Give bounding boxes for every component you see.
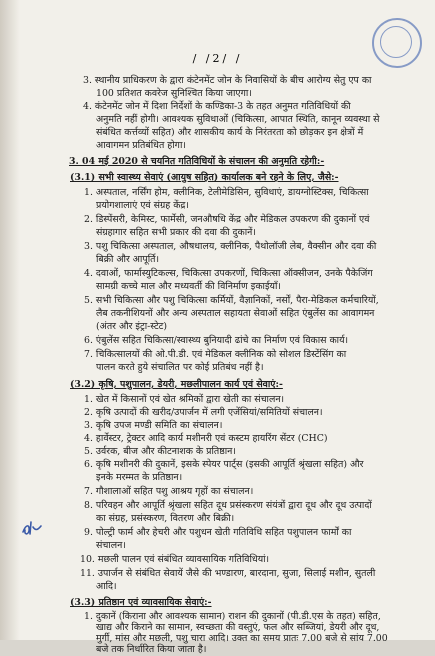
s31-item-2-line-2: संग्रहागार सहित सभी प्रकार की दवा की दुकानें।: [96, 227, 256, 238]
s32-item-5: 5. उर्वरक, बीज और कीटनाशक के प्रतिष्ठान।: [84, 446, 236, 457]
para-4-line-2: अनुमति नहीं होगी। आवश्यक सुविधाओं (चिकित्सा, आपात स्थिति, कानून व्यवस्था से: [96, 114, 380, 125]
s31-item-7-line-1: 7. चिकित्सालयों की ओ.पी.डी. एवं मेडिकल क्लीनिक को सोशल डिस्टेंसिंग का: [84, 349, 347, 360]
s32-item-6-line-2: इनके मरम्मत के प्रतिष्ठान।: [96, 472, 183, 483]
s32-item-11-line-2: आदि।: [96, 581, 117, 592]
s33-item-1-line-2: खाद्य और किराने का सामान, स्वच्छता की वस्तुएं, फल और सब्जियां, डेयरी और दूध,: [96, 622, 380, 633]
s31-item-6: 6. एंबुलेंस सहित चिकित्सा/स्वास्थ्य बुनियादी ढांचे का निर्माण एवं विकास कार्य।: [84, 335, 349, 346]
s33-item-1-line-4: बजे तक निर्धारित किया जाता है।: [96, 644, 207, 655]
section-3-heading: 3. 04 मई 2020 से चयनित गतिविधियों के संचालन की अनुमति रहेगी:-: [69, 156, 325, 167]
s31-item-4-line-1: 4. दवाओं, फार्मास्युटिकल्स, चिकित्सा उपकरणों, चिकित्सा ऑक्सीजन, उनके पैकेजिंग: [84, 268, 373, 279]
s32-item-3: 3. कृषि उपज मण्डी समिति का संचालन।: [84, 420, 223, 431]
s32-item-4: 4. हार्वेस्टर, ट्रेक्टर आदि कार्य मशीनरी एवं कस्टम हायरिंग सेंटर (CHC): [84, 433, 328, 444]
para-3-line-1: 3. स्थानीय प्राधिकरण के द्वारा कंटेनमेंट जोन के निवासियों के बीच आरोग्य सेतु एप का: [83, 75, 372, 86]
s32-item-9-line-1: 9. पोल्ट्री फार्म और हेचरी और पशुधन खेती गतिविधि सहित पशुपालन फार्मों का: [84, 527, 352, 538]
s31-item-5-line-2: लैब तकनीशियनों और अन्य अस्पताल सहायता सेवाओं सहित एंबुलेंस का आवागमन: [96, 308, 375, 319]
s32-item-11-line-1: 11. उपार्जन से संबंधित सेवायें जैसे की भण्डारण, बारदाना, सुजा, सिलाई मशीन, सुतली: [80, 568, 376, 579]
para-4-line-1: 4. कंटेनमेंट जोन में दिशा निर्देशों के कण्डिका-3 के तहत अनुमत गतिविधियों की: [83, 101, 351, 112]
para-3-line-2: 100 प्रतिशत कवरेज सुनिश्चित किया जाएगा।: [96, 88, 252, 99]
s32-item-8-line-1: 8. परिवहन और आपूर्ति श्रृंखला सहित दूध प्रसंस्करण संयंत्रों द्वारा दूध और दूध उत्पादों: [84, 500, 372, 511]
s32-item-1: 1. खेत में किसानों एवं खेत श्रमिकों द्वारा खेती का संचालन।: [84, 394, 285, 405]
s31-item-4-line-2: सामग्री कच्चे माल और मध्यवर्ती की विनिर्माण इकाईयाँ।: [96, 281, 281, 292]
s31-item-5-line-1: 5. सभी चिकित्सा और पशु चिकित्सा कर्मियों, वैज्ञानिकों, नर्सों, पैरा-मेडिकल कर्मचारियों,: [84, 295, 379, 306]
s31-item-1-line-2: प्रयोगशालाएं एवं संग्रह केंद्र।: [96, 200, 189, 211]
s31-item-1-line-1: 1. अस्पताल, नर्सिंग होम, क्लीनिक, टेलीमेडिसिन, सुविधाएं, डायग्नोस्टिक्स, चिकित्सा: [84, 187, 369, 198]
para-4-line-3: संबंधित कर्त्तव्यों सहित) और शासकीय कार्य के निरंतरता को छोड़कर इन क्षेत्रों में: [96, 127, 364, 138]
s33-item-1-line-3: मुर्गी, मांस और मछली, पशु चारा आदि। उक्त का समय प्रातः 7.00 बजे से सांय 7.00: [96, 633, 388, 644]
s32-item-10: 10. मछली पालन एवं संबंधित व्यावसायिक गतिविधियां।: [80, 554, 270, 565]
s33-item-1-line-1: 1. दुकानें (किराना और आवश्यक सामान) राशन की दुकानों (पी.डी.एस के तहत) सहित,: [84, 611, 381, 622]
s31-item-2-line-1: 2. डिस्पेंसरी, केमिस्ट, फार्मेसी, जनऔषधि केंद्र और मेडिकल उपकरण की दुकानों एवं: [84, 214, 370, 225]
s32-item-6-line-1: 6. कृषि मशीनरी की दुकानें, इसके स्पेयर पार्ट्स (इसकी आपूर्ति श्रृंखला सहित) और: [84, 459, 364, 470]
scan-edge-shadow: [0, 0, 20, 640]
page-number-header: / /2/ /: [192, 52, 243, 65]
s32-item-8-line-2: का संग्रह, प्रसंस्करण, वितरण और बिक्री।: [96, 513, 235, 524]
section-3-1-heading: (3.1) सभी स्वास्थ्य सेवाएं (आयुष सहित) कार्यालक बने रहने के लिए, जैसे:-: [70, 172, 339, 183]
section-3-2-heading: (3.2) कृषि, पशुपालन, डेयरी, मछलीपालन कार्य एवं सेवाएं:-: [70, 379, 283, 390]
s31-item-3-line-1: 3. पशु चिकित्सा अस्पताल, औषधालय, क्लीनिक, पैथोलॉजी लेब, वैक्सीन और दवा की: [84, 241, 377, 252]
s31-item-3-line-2: बिक्री और आपूर्ति।: [96, 254, 160, 265]
s32-item-7: 7. गौशालाओं सहित पशु आश्रय गृहों का संचालन।: [84, 486, 254, 497]
s31-item-5-line-3: (अंतर और इंट्रा-स्टेट): [96, 321, 168, 332]
s31-item-7-line-2: पालन करते हुये संचालित पर कोई प्रतिबंध नहीं है।: [96, 362, 264, 373]
section-3-3-heading: (3.3) प्रतिष्ठान एवं व्यावसायिक सेवाएं:-: [70, 597, 212, 608]
s32-item-2: 2. कृषि उत्पादों की खरीद/उपार्जन में लगी एजेंसियां/समितियों संचालन।: [84, 407, 323, 418]
s32-item-9-line-2: संचालन।: [96, 540, 126, 551]
para-4-line-4: आवागमन प्रतिबंधित होगा।: [96, 140, 186, 151]
handwritten-initials: [20, 518, 44, 538]
